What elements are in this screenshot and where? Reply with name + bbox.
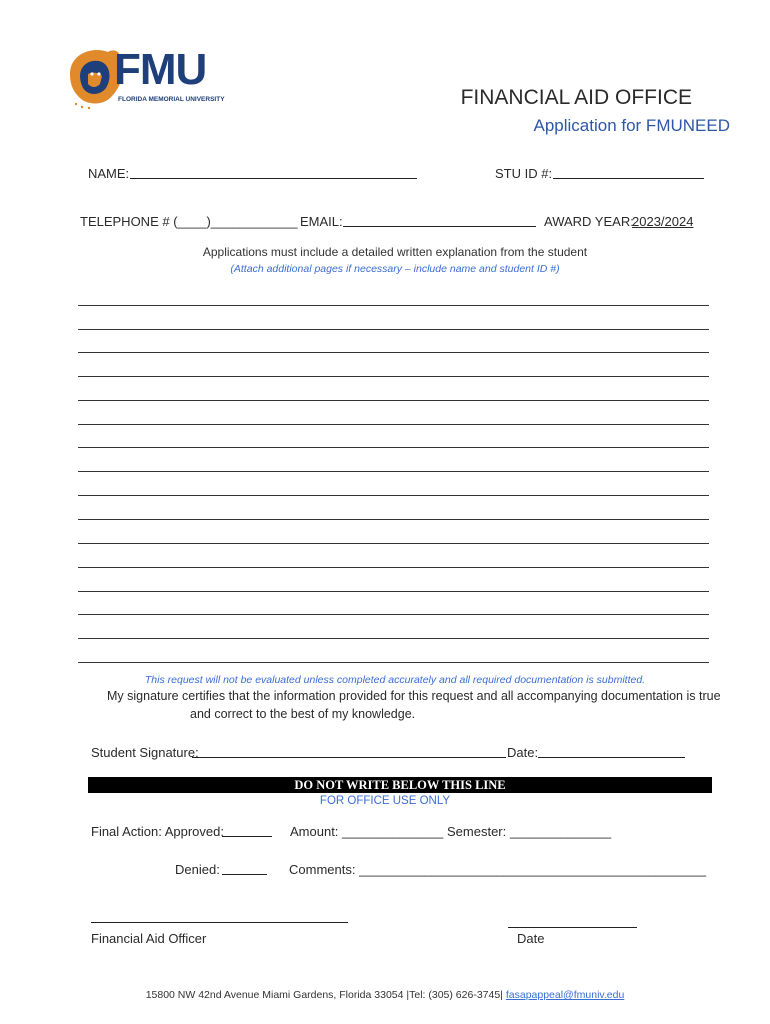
denied-field[interactable] — [222, 860, 267, 875]
financial-aid-officer-label: Financial Aid Officer — [91, 931, 207, 946]
email-field[interactable] — [343, 212, 536, 227]
writing-line[interactable] — [78, 567, 709, 568]
evaluation-warning: This request will not be evaluated unless completed accurately and all required documentation is submitted. — [144, 674, 646, 686]
officer-signature-field[interactable] — [91, 908, 348, 923]
certification-line2: and correct to the best of my knowledge. — [190, 707, 416, 721]
email-label: EMAIL: — [300, 214, 343, 229]
semester-label: Semester: ______________ — [447, 824, 612, 839]
logo-subtext: FLORIDA MEMORIAL UNIVERSITY — [118, 96, 225, 103]
writing-line[interactable] — [78, 591, 709, 592]
stu-id-label: STU ID #: — [495, 166, 553, 181]
comments-label: Comments: ________________________________________________ — [289, 862, 707, 877]
writing-line[interactable] — [78, 400, 709, 401]
signature-date-field[interactable] — [538, 743, 685, 758]
instructions-note: (Attach additional pages if necessary – include name and student ID #) — [230, 263, 560, 275]
amount-label: Amount: ______________ — [290, 824, 444, 839]
telephone-label: TELEPHONE # (____)____________ — [80, 214, 298, 229]
instructions-main: Applications must include a detailed written explanation from the student — [202, 245, 588, 259]
footer — [0, 989, 770, 1001]
approved-field[interactable] — [222, 822, 272, 837]
writing-line[interactable] — [78, 614, 709, 615]
name-field[interactable] — [130, 164, 417, 179]
writing-line[interactable] — [78, 543, 709, 544]
office-title: FINANCIAL AID OFFICE — [460, 86, 692, 109]
do-not-write-banner: DO NOT WRITE BELOW THIS LINE — [88, 777, 712, 793]
application-title: Application for FMUNEED — [533, 116, 730, 135]
writing-line[interactable] — [78, 329, 709, 330]
writing-line[interactable] — [78, 519, 709, 520]
denied-label: Denied: — [175, 862, 220, 877]
name-label: NAME: — [88, 166, 130, 181]
writing-line[interactable] — [78, 424, 709, 425]
student-signature-label: Student Signature: — [91, 745, 199, 760]
footer-address: 15800 NW 42nd Avenue Miami Gardens, Florida 33054 |Tel: (305) 626-3745| — [145, 989, 503, 1001]
award-year-value: 2023/2024 — [632, 214, 694, 229]
footer-email-link[interactable]: fasapappeal@fmuniv.edu — [505, 989, 625, 1001]
logo-text: FMU — [114, 45, 207, 94]
officer-date-label: Date — [517, 931, 545, 946]
signature-date-label: Date: — [507, 745, 539, 760]
writing-line[interactable] — [78, 495, 709, 496]
certification-line1: My signature certifies that the information provided for this request and all accompanying documentation is true — [107, 689, 721, 703]
award-year-label: AWARD YEAR: — [544, 214, 634, 229]
writing-line[interactable] — [78, 305, 709, 306]
office-use-subtitle: FOR OFFICE USE ONLY — [319, 795, 451, 807]
writing-line[interactable] — [78, 376, 709, 377]
writing-line[interactable] — [78, 662, 709, 663]
final-action-label: Final Action: Approved: — [91, 824, 224, 839]
stu-id-field[interactable] — [553, 164, 704, 179]
student-signature-field[interactable] — [192, 743, 506, 758]
officer-date-field[interactable] — [508, 913, 637, 928]
writing-line[interactable] — [78, 447, 709, 448]
writing-line[interactable] — [78, 638, 709, 639]
writing-line[interactable] — [78, 471, 709, 472]
writing-line[interactable] — [78, 352, 709, 353]
